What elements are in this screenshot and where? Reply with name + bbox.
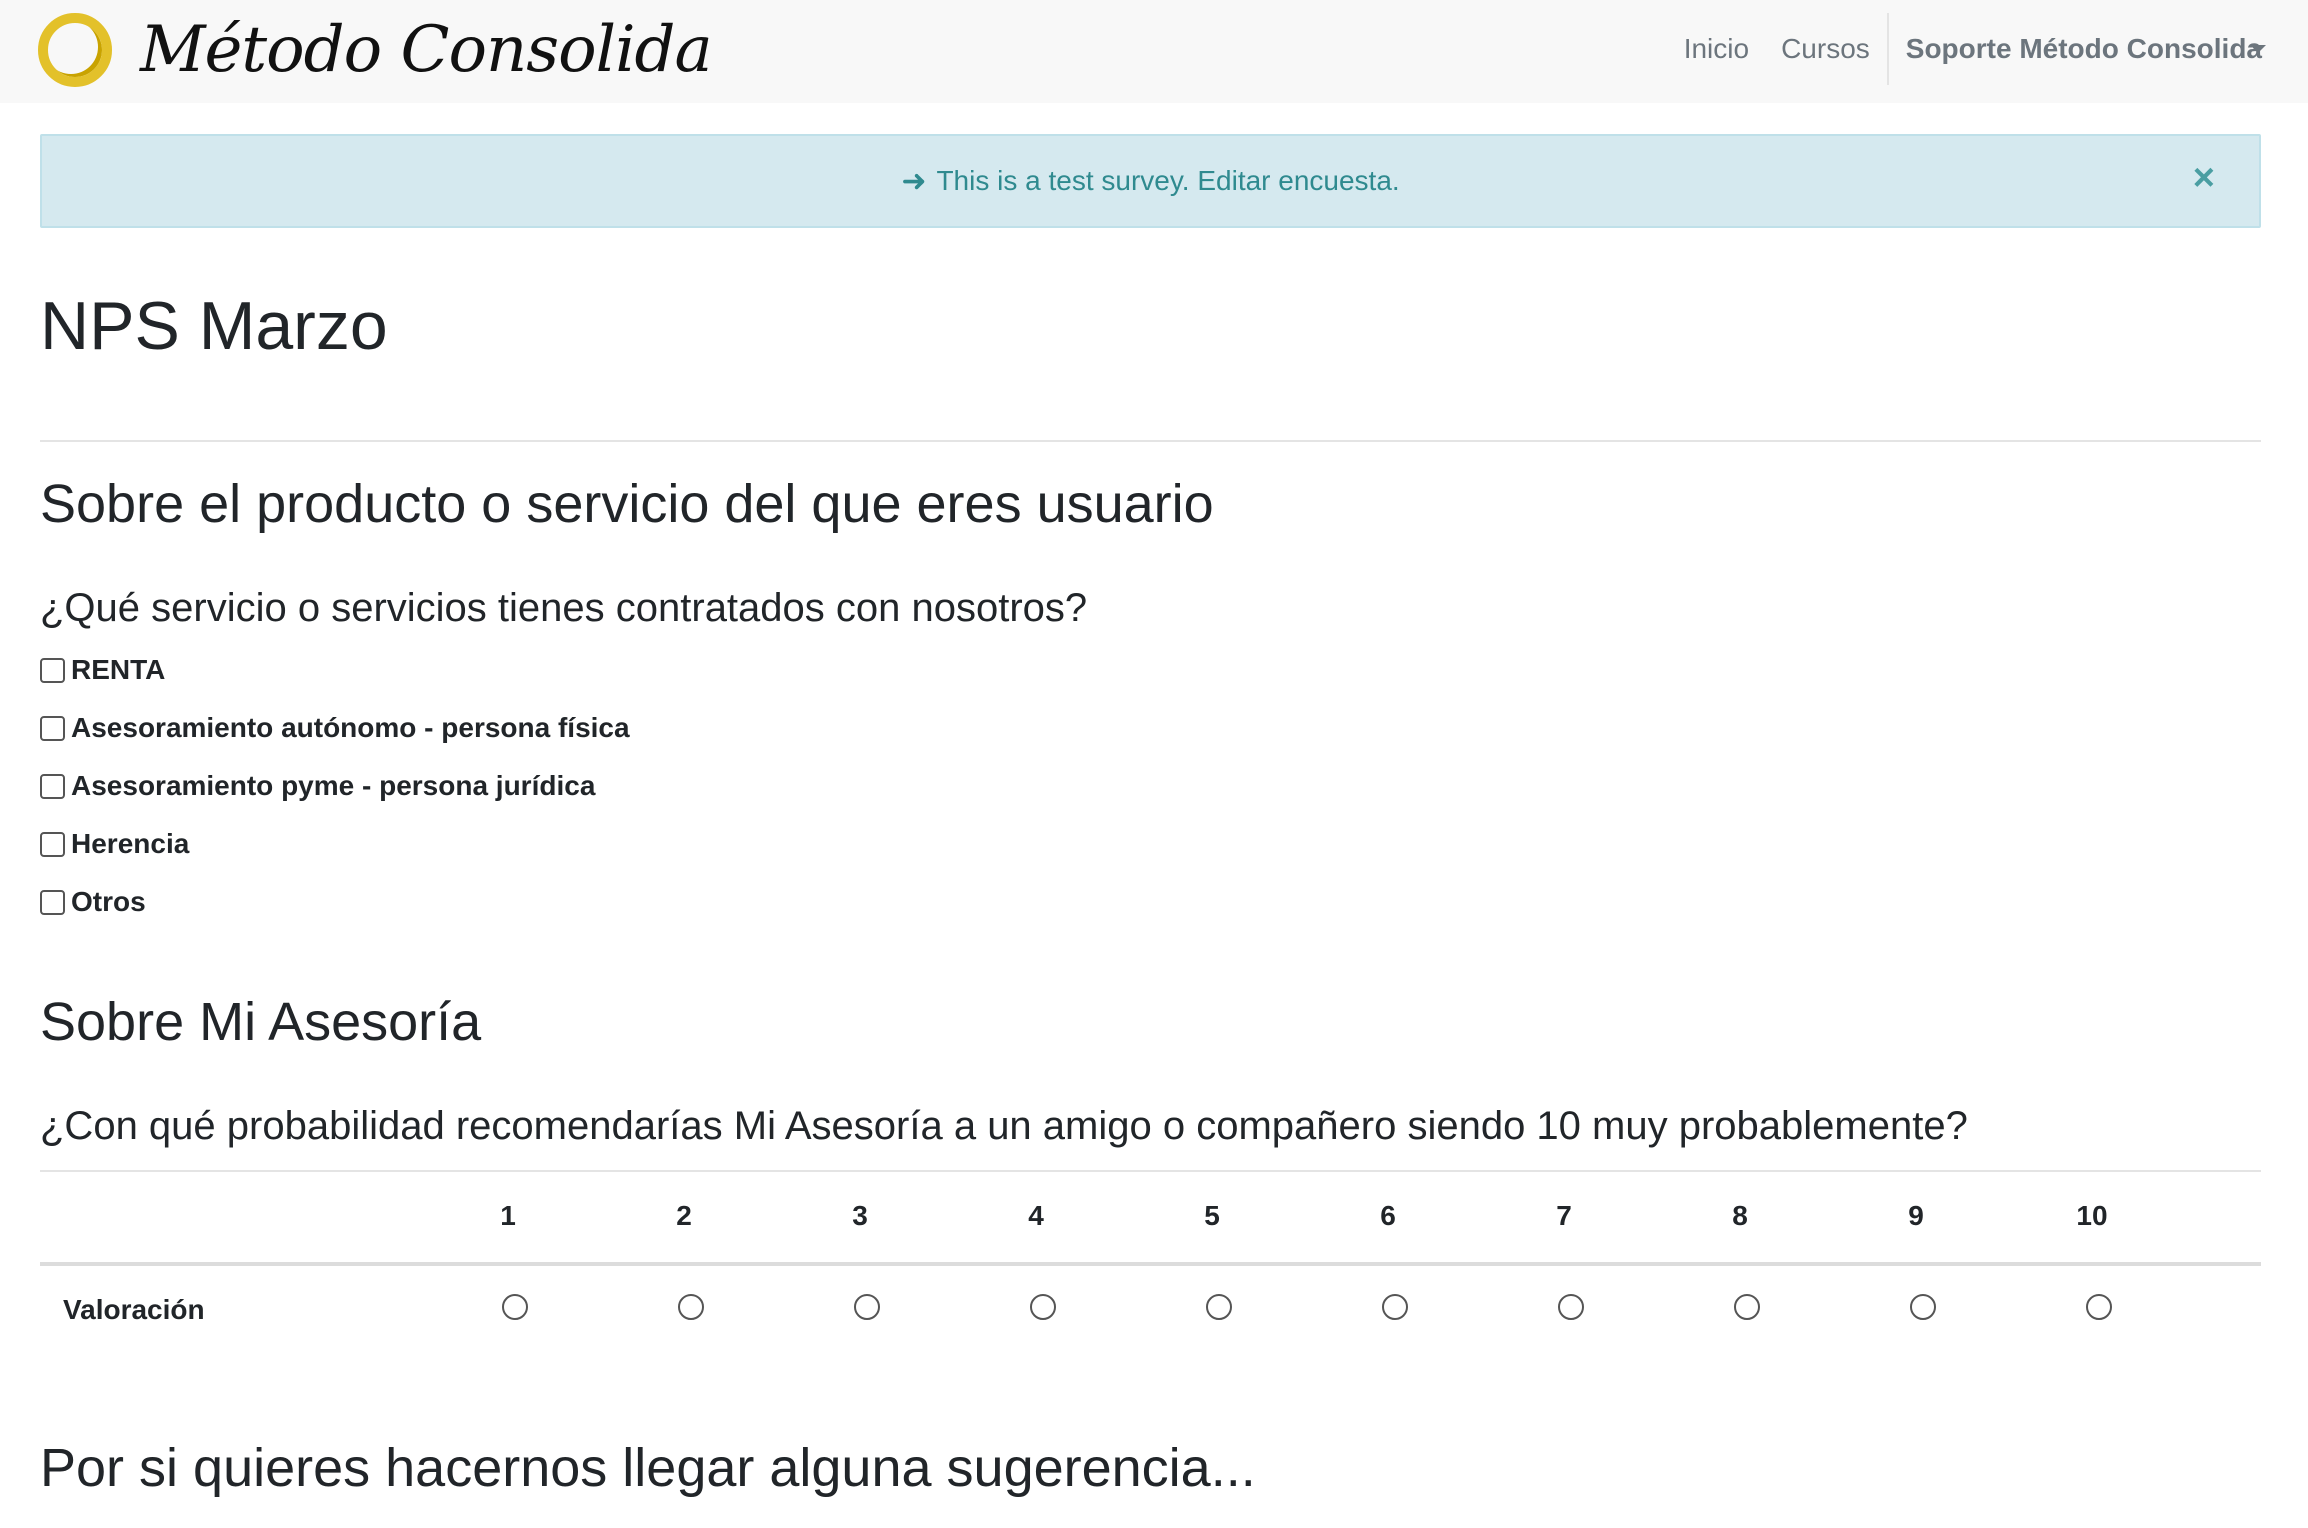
- matrix-column-header: 2: [676, 1200, 692, 1231]
- arrow-right-icon: ➜: [901, 164, 927, 198]
- ring-logo-icon: [38, 13, 112, 87]
- brand-name: Método Consolida: [140, 13, 712, 87]
- section-title-producto: Sobre el producto o servicio del que eres usuario: [40, 474, 1214, 534]
- rating-radio-8[interactable]: [1734, 1294, 1760, 1320]
- rating-radio-3[interactable]: [854, 1294, 880, 1320]
- choice-label: Asesoramiento autónomo - persona física: [71, 712, 630, 743]
- choice-label: Asesoramiento pyme - persona jurídica: [71, 770, 596, 801]
- alert-text: This is a test survey.: [936, 165, 1190, 196]
- matrix-column-header: 5: [1204, 1200, 1220, 1231]
- test-survey-alert: [40, 134, 2261, 228]
- rating-radio-7[interactable]: [1558, 1294, 1584, 1320]
- user-menu-label[interactable]: [1889, 33, 2308, 65]
- section-title-sugerencia: Por si quieres hacernos llegar alguna sugerencia...: [40, 1438, 1256, 1498]
- matrix-column-header: 6: [1380, 1200, 1396, 1231]
- close-icon[interactable]: ×: [2192, 157, 2215, 199]
- choice-herencia[interactable]: [40, 826, 189, 862]
- checkbox[interactable]: [40, 774, 65, 799]
- checkbox[interactable]: [40, 890, 65, 915]
- question-servicios: ¿Qué servicio o servicios tienes contratados con nosotros?: [40, 586, 1088, 630]
- choice-label: RENTA: [71, 654, 166, 685]
- top-navbar: [0, 0, 2308, 103]
- choice-asesoramiento-pyme[interactable]: [40, 768, 595, 804]
- choice-asesoramiento-autonomo[interactable]: [40, 710, 630, 746]
- matrix-top-rule: [40, 1170, 2261, 1172]
- nav-links: [1668, 0, 2308, 97]
- rating-radio-6[interactable]: [1382, 1294, 1408, 1320]
- alert-message: [901, 164, 1399, 199]
- caret-down-icon: [2250, 45, 2266, 53]
- matrix-column-header: 7: [1556, 1200, 1572, 1231]
- checkbox[interactable]: [40, 658, 65, 683]
- title-divider: [40, 440, 2261, 442]
- choice-label: Otros: [71, 886, 146, 917]
- edit-survey-link[interactable]: Editar encuesta.: [1197, 165, 1400, 196]
- matrix-column-header: 9: [1908, 1200, 1924, 1231]
- checkbox[interactable]: [40, 832, 65, 857]
- matrix-row-label: Valoración: [63, 1294, 205, 1325]
- choice-renta[interactable]: [40, 652, 165, 688]
- nav-link-inicio[interactable]: Inicio: [1683, 32, 1750, 64]
- rating-radio-2[interactable]: [678, 1294, 704, 1320]
- user-menu-dropdown[interactable]: [1889, 33, 2308, 65]
- choice-label: Herencia: [71, 828, 190, 859]
- matrix-column-header: 10: [2076, 1200, 2108, 1231]
- matrix-column-header: 1: [500, 1200, 516, 1231]
- nav-link-cursos[interactable]: Cursos: [1781, 32, 1870, 64]
- rating-radio-4[interactable]: [1030, 1294, 1056, 1320]
- section-title-asesoria: Sobre Mi Asesoría: [40, 992, 482, 1052]
- matrix-header-rule: [40, 1262, 2261, 1266]
- rating-radio-9[interactable]: [1910, 1294, 1936, 1320]
- matrix-column-header: 3: [852, 1200, 868, 1231]
- rating-radio-10[interactable]: [2086, 1294, 2112, 1320]
- matrix-column-header: 4: [1028, 1200, 1044, 1231]
- survey-title: NPS Marzo: [40, 288, 388, 364]
- checkbox[interactable]: [40, 716, 65, 741]
- rating-radio-5[interactable]: [1206, 1294, 1232, 1320]
- matrix-column-header: 8: [1732, 1200, 1748, 1231]
- choice-otros[interactable]: [40, 884, 146, 920]
- user-menu-text: Soporte Método Consolida: [1905, 32, 2262, 64]
- brand-logo-link[interactable]: [38, 10, 712, 90]
- rating-radio-1[interactable]: [502, 1294, 528, 1320]
- question-recomendacion: ¿Con qué probabilidad recomendarías Mi Asesoría a un amigo o compañero siendo 10 muy probablemente?: [40, 1104, 1968, 1148]
